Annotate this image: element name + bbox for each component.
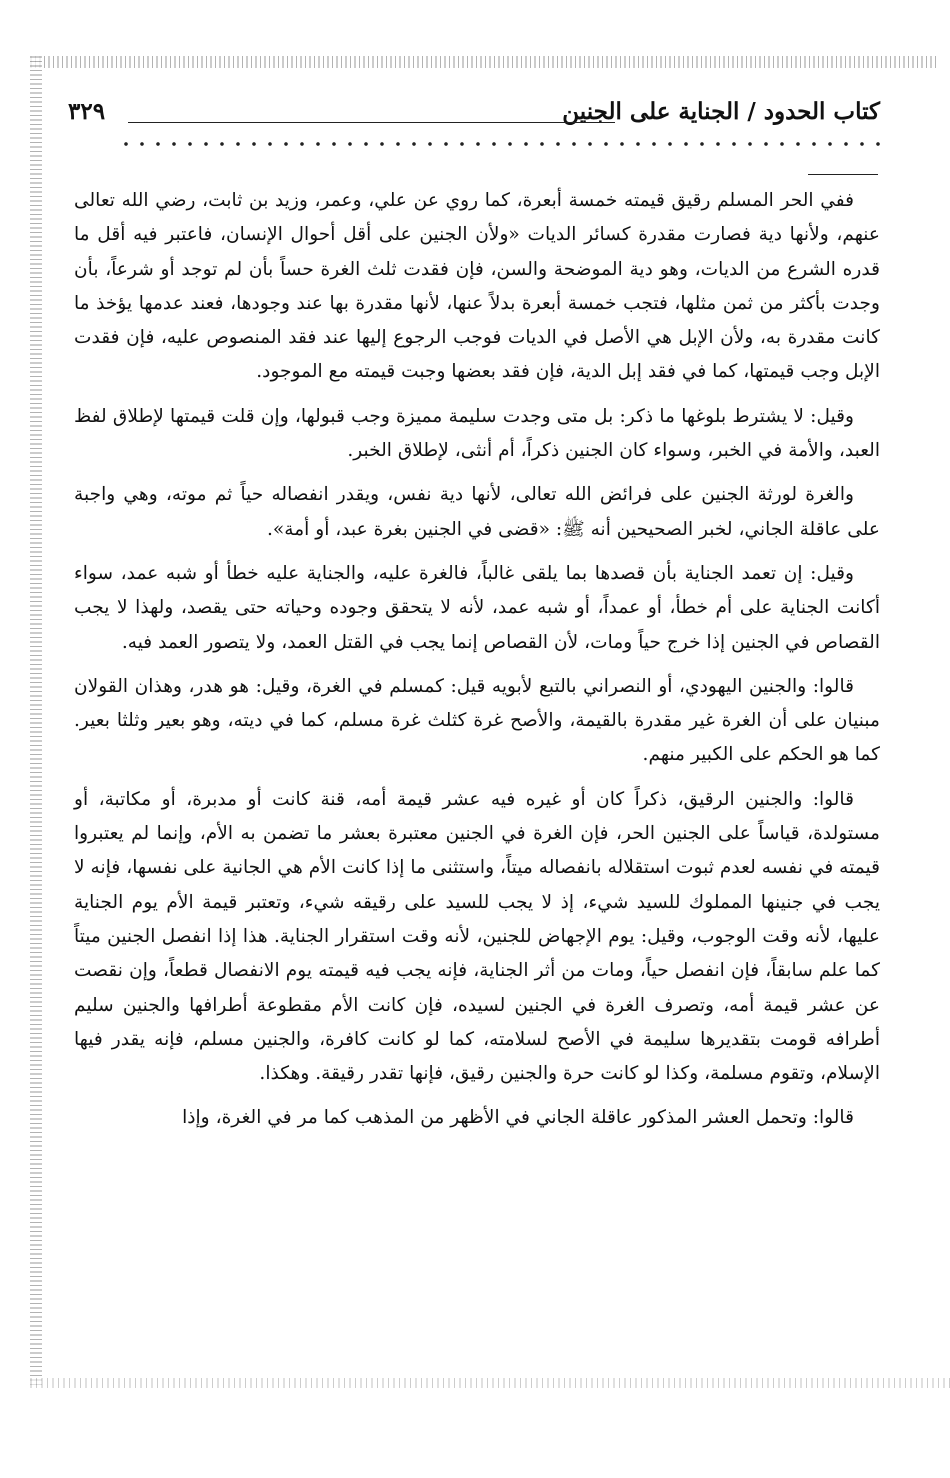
paragraph: وقيل: إن تعمد الجناية بأن قصدها بما يلقى غالباً، فالغرة عليه، والجناية عليه خطأ أو شبه عمد، سواء أكانت الجناية على أم خطأ، أو عمداً، أو شبه عمد، لأنه لا يتحقق وجوده وحياته حتى يقصد، ولهذا لا يجب القصاص في الجنين إذا خرج حياً ومات، لأن القصاص إنما يجب في القتل العمد، ولا يتصور العمد فيه. (74, 562, 880, 653)
decorative-border-bottom (30, 1378, 950, 1388)
decorative-border-left (30, 56, 42, 1386)
paragraph: قالوا: والجنين اليهودي، أو النصراني بالتبع لأبويه قيل: كمسلم في الغرة، وقيل: هو هدر، وهذان القولان مبنيان على أن الغرة غير مقدرة بالقيمة، والأصح غرة كثلث غرة مسلم، كما في ديته، وهو بعير وثلثا بعير. كما هو الحكم على الكبير منهم. (74, 675, 880, 766)
page-number: ٣٢٩ (68, 98, 106, 125)
dotted-separator (118, 140, 880, 148)
section-rule (808, 174, 878, 175)
paragraph: قالوا: وتحمل العشر المذكور عاقلة الجاني في الأظهر من المذهب كما مر في الغرة، وإذا (182, 1107, 854, 1129)
main-text (74, 184, 880, 1136)
paragraph: وقيل: لا يشترط بلوغها ما ذكر: بل متى وجدت سليمة مميزة وجب قبولها، وإن قلت قيمتها لإطلاق لفظ العبد، والأمة في الخبر، وسواء كان الجنين ذكراً، أم أنثى، لإطلاق الخبر. (74, 405, 880, 462)
header-rule (128, 122, 615, 123)
decorative-border-top (30, 56, 938, 68)
running-title: كتاب الحدود / الجناية على الجنين (562, 98, 880, 125)
page-header (68, 98, 880, 134)
paragraph: ففي الحر المسلم رقيق قيمته خمسة أبعرة، كما روي عن علي، وعمر، وزيد بن ثابت، رضي الله تعالى عنهم، ولأنها دية فصارت مقدرة كسائر الديات «ولأن الجنين على أقل أحوال الإنسان، فاعتبر فيه أقل ما قدره الشرع من الديات، وهو دية الموضحة والسن، فإن فقدت ثلث الغرة حساً بأن لم توجد أو شرعاً، بأن وجدت بأكثر من ثمن مثلها، فتجب خمسة أبعرة بدلاً عنها، لأنها مقدرة بها عند وجودها، فعند عدمها يؤخذ ما كانت مقدرة به، ولأن الإبل هي الأصل في الديات فوجب الرجوع إليها عند فقد المنصوص عليه، فإن فقدت الإبل وجب قيمتها، كما في فقد إبل الدية، فإن فقد بعضها وجبت قيمته مع الموجود. (74, 190, 880, 383)
paragraph: قالوا: والجنين الرقيق، ذكراً كان أو غيره فيه عشر قيمة أمه، قنة كانت أو مدبرة، أو مكاتبة، أو مستولدة، قياساً على الجنين الحر، فإن الغرة في الجنين معتبرة بعشر ما تضمن به الأم، وإنما لم يعتبروا قيمته في نفسه لعدم ثبوت استقلاله بانفصاله ميتاً، واستثنى ما إذا كانت الأم هي الجانية على نفسها، فإنه لا يجب في جنينها المملوك للسيد شيء، إذ لا يجب للسيد على رقيقه شيء، وتعتبر قيمة الأم يوم الجناية عليها، لأنه وقت الوجوب، وقيل: يوم الإجهاض للجنين، لأنه وقت استقرار الجناية. هذا إذا انفصل الجنين ميتاً كما علم سابقاً، فإن انفصل حياً، ومات من أثر الجناية، فإنه يجب فيه قيمته يوم الانفصال قطعاً، وإن نقصت عن عشر قيمة أمه، وتصرف الغرة في الجنين لسيده، فإن كانت الأم مقطوعة أطرافها والجنين سليم أطرافه قومت بتقديرها سليمة في الأصح لسلامته، كما لو كانت كافرة، والجنين مسلم، فإنه يقدر فيها الإسلام، وتقوم مسلمة، وكذا لو كانت حرة والجنين رقيق، فإنها تقدر رقيقة. وهكذا. (74, 788, 880, 1085)
paragraph: والغرة لورثة الجنين على فرائض الله تعالى، لأنها دية نفس، ويقدر انفصاله حياً ثم موته، وهي واجبة على عاقلة الجاني، لخبر الصحيحين أنه ﷺ: «قضى في الجنين بغرة عبد، أو أمة». (74, 484, 880, 540)
